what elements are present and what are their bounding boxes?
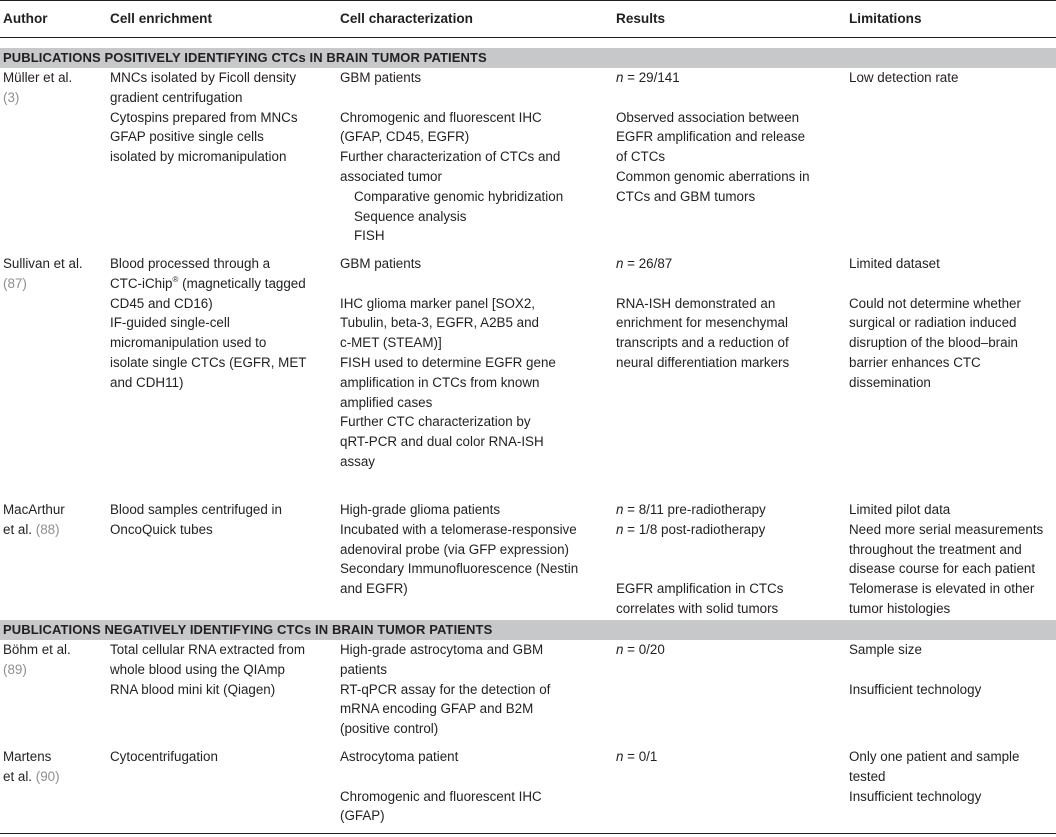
top-rule (0, 0, 1056, 1)
reference-link[interactable]: (90) (35, 768, 60, 784)
row-macarthur-limitations: Limited pilot data Need more serial measurements throughout the treatment and disease course for each patient Telomerase is elevated in other tumor histologies (849, 502, 1044, 616)
row-martens-limitations: Only one patient and sample tested Insufficient technology (849, 749, 1020, 804)
row-macarthur-results: n = 8/11 pre-radiotherapy n = 1/8 post-radiotherapy EGFR amplification in CTCs correlates with solid tumors (616, 502, 784, 616)
header-cell-enrichment: Cell enrichment (110, 11, 212, 26)
reference-link[interactable]: (88) (35, 521, 60, 537)
row-macarthur-characterization: High-grade glioma patients Incubated with a telomerase-responsive adenoviral probe (via GFP expression) Secondary Immunofluorescence (Nestin and EGFR) (340, 502, 579, 597)
section-title: PUBLICATIONS NEGATIVELY IDENTIFYING CTCs IN BRAIN TUMOR PATIENTS (3, 622, 493, 637)
row-bohm-author: Böhm et al. (89) (3, 640, 71, 680)
row-muller-characterization: GBM patients Chromogenic and fluorescent IHC (GFAP, CD45, EGFR) Further characterization of CTCs and associated tumor Comparative genomic hybridization Sequence analysis FISH (340, 70, 564, 244)
row-muller-enrichment: MNCs isolated by Ficoll density gradient centrifugation Cytospins prepared from MNCs GFAP positive single cells isolated by micromanipulation (110, 70, 298, 165)
row-martens-characterization: Astrocytoma patient Chromogenic and fluorescent IHC (GFAP) (340, 749, 542, 824)
registered-mark: ® (172, 274, 179, 284)
row-sullivan-limitations: Limited dataset Could not determine whether surgical or radiation induced disruption of the blood–brain barrier enhances CTC dissemination (849, 256, 1021, 390)
row-sullivan-characterization: GBM patients IHC glioma marker panel [SOX2, Tubulin, beta-3, EGFR, A2B5 and c-MET (STEAM)] FISH used to determine EGFR gene amplification in CTCs from known amplified cases Further CTC characterization by qRT-PCR and dual color RNA-ISH assay (340, 256, 556, 469)
section-band-negative (0, 620, 1056, 640)
header-limitations: Limitations (849, 11, 922, 26)
header-cell-characterization: Cell characterization (340, 11, 473, 26)
row-sullivan-author: Sullivan et al. (87) (3, 254, 83, 294)
row-muller-limitations: Low detection rate (849, 70, 959, 85)
bottom-rule (0, 833, 1056, 834)
header-results: Results (616, 11, 666, 26)
section-title: PUBLICATIONS POSITIVELY IDENTIFYING CTCs IN BRAIN TUMOR PATIENTS (3, 50, 487, 65)
header-author: Author (3, 11, 48, 26)
section-band-positive (0, 48, 1056, 68)
reference-link[interactable]: (87) (3, 275, 27, 291)
row-macarthur-author: MacArthur et al. (88) (3, 502, 65, 537)
row-martens-enrichment: Cytocentrifugation (110, 749, 218, 764)
row-sullivan-enrichment: Blood processed through a CTC-iChip® (magnetically tagged CD45 and CD16) IF-guided single-cell micromanipulation used to isolate single CTCs (EGFR, MET and CDH11) (110, 256, 307, 390)
reference-link[interactable]: (3) (3, 89, 20, 105)
row-bohm-limitations: Sample size Insufficient technology (849, 642, 982, 697)
row-sullivan-results: n = 26/87 RNA-ISH demonstrated an enrichment for mesenchymal transcripts and a reduction of neural differentiation markers (616, 256, 790, 370)
row-martens-results: n = 0/1 (616, 749, 658, 764)
header-rule (0, 37, 1056, 38)
row-macarthur-enrichment: Blood samples centrifuged in OncoQuick tubes (110, 502, 282, 537)
row-muller-results: n = 29/141 Observed association between EGFR amplification and release of CTCs Common genomic aberrations in CTCs and GBM tumors (616, 70, 810, 204)
row-bohm-results: n = 0/20 (616, 642, 665, 657)
row-bohm-characterization: High-grade astrocytoma and GBM patients RT-qPCR assay for the detection of mRNA encoding GFAP and B2M (positive control) (340, 642, 551, 737)
row-bohm-enrichment: Total cellular RNA extracted from whole blood using the QIAmp RNA blood mini kit (Qiagen) (110, 642, 305, 697)
row-martens-author: Martens et al. (90) (3, 749, 60, 784)
reference-link[interactable]: (89) (3, 661, 27, 677)
row-muller-author: Müller et al. (3) (3, 68, 72, 108)
